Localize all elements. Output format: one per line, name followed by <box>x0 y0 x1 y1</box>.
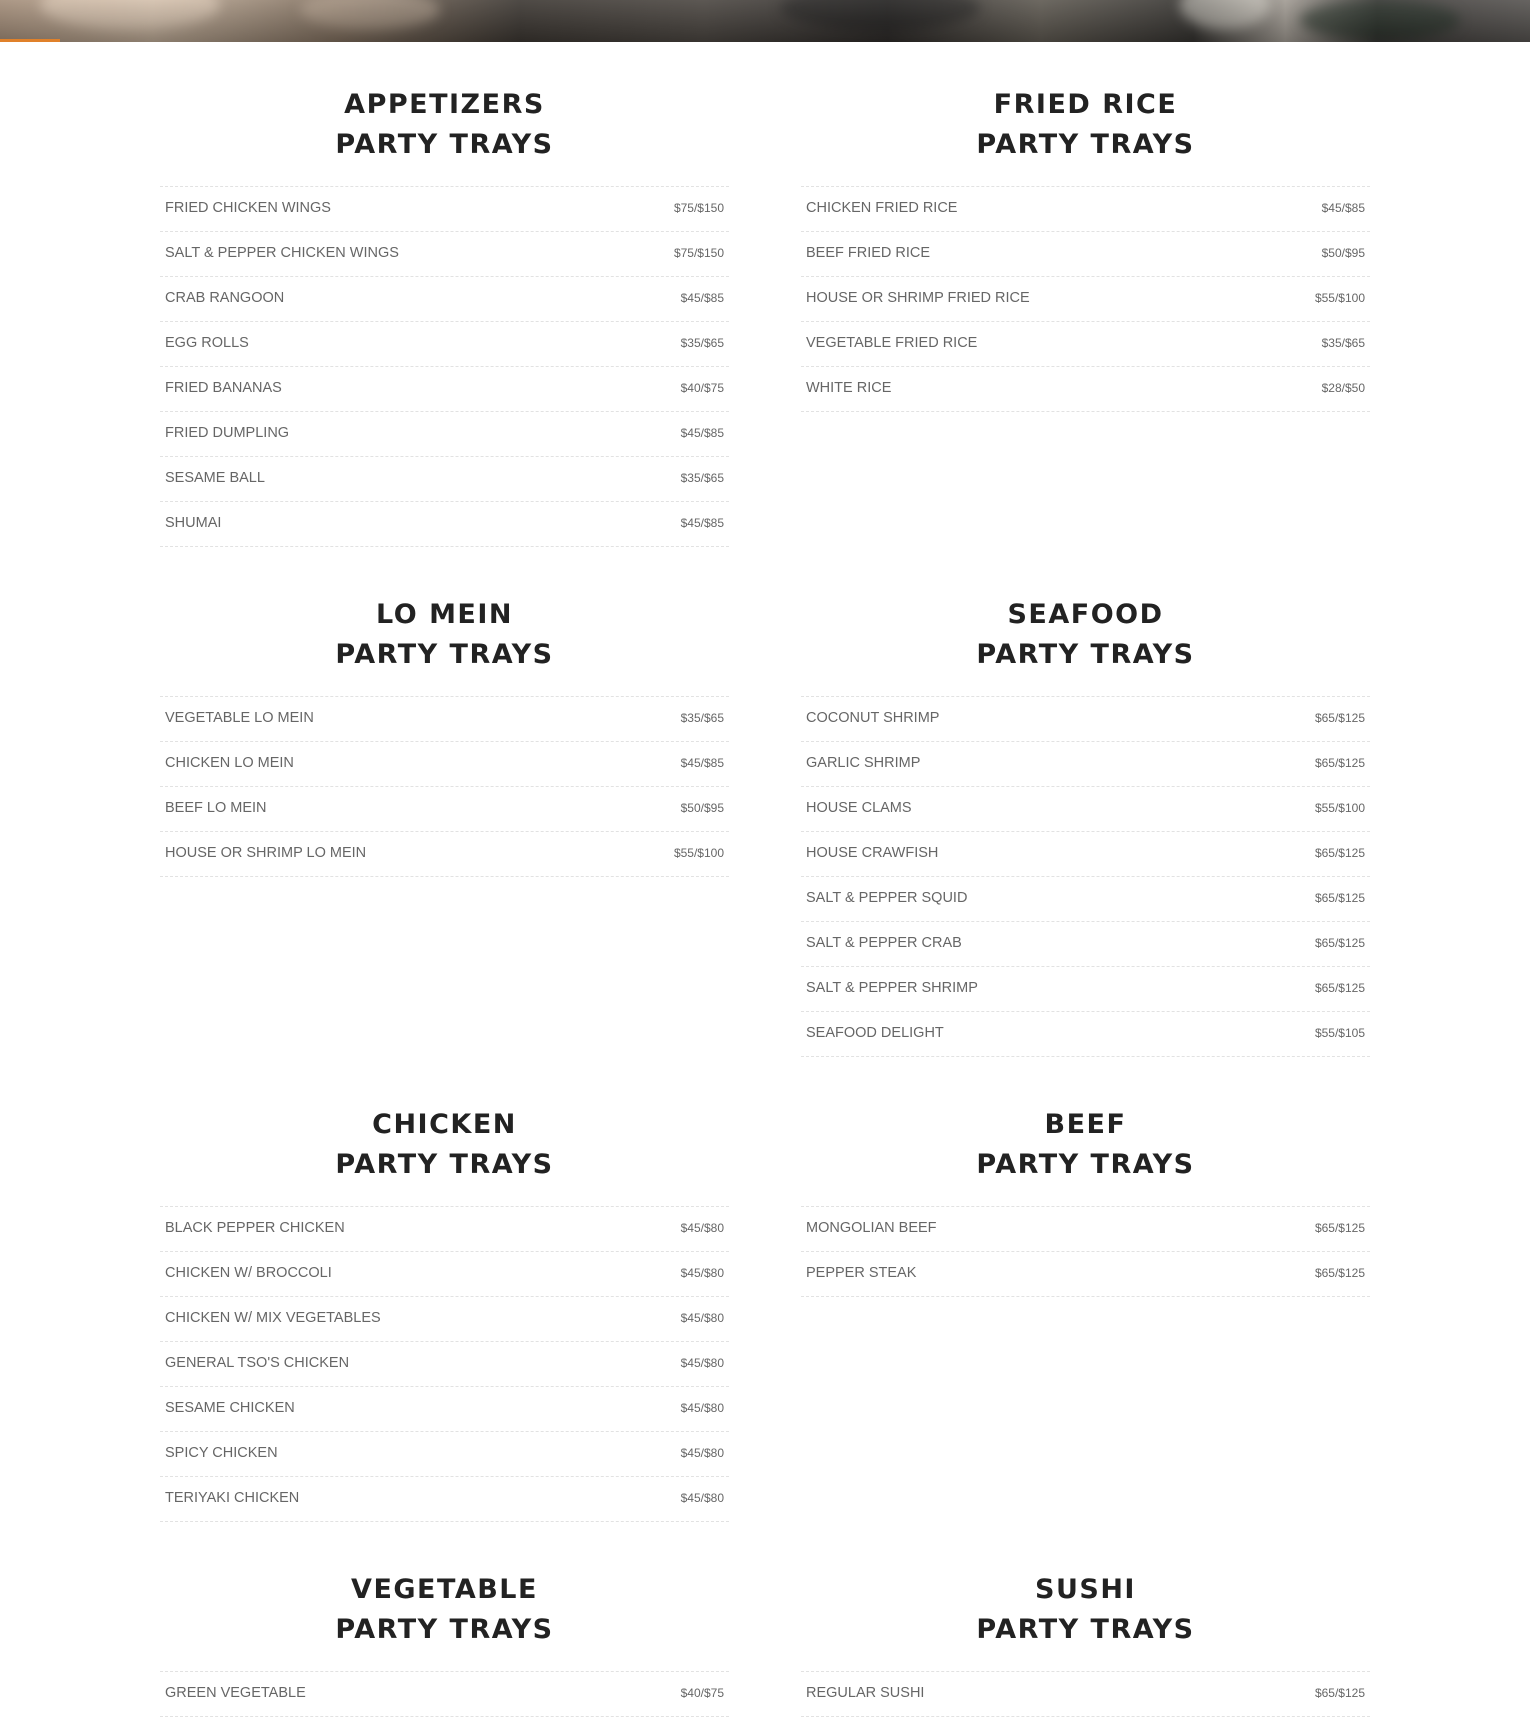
menu-item-name: CHICKEN W/ MIX VEGETABLES <box>165 1310 381 1326</box>
section-title <box>801 85 1370 165</box>
menu-item-name: VEGETABLE FRIED RICE <box>806 335 978 351</box>
menu-item-name: WHITE RICE <box>806 380 892 396</box>
menu-item-row <box>801 187 1370 232</box>
section-title-line1: APPETIZERS <box>344 89 545 120</box>
menu-section-sushi <box>801 1570 1370 1701</box>
menu-item-row <box>160 1477 729 1522</box>
menu-item-row <box>160 367 729 412</box>
section-title-line2: PARTY TRAYS <box>335 1614 554 1645</box>
menu-item-price: $65/$125 <box>1314 891 1365 905</box>
menu-item-row <box>160 412 729 457</box>
menu-item-row <box>801 697 1370 742</box>
menu-item-price: $55/$100 <box>1314 291 1365 305</box>
menu-item-price: $65/$125 <box>1314 1221 1365 1235</box>
menu-item-row <box>801 277 1370 322</box>
section-title-line1: SUSHI <box>1035 1574 1136 1605</box>
menu-item-name: GREEN VEGETABLE <box>165 1685 306 1701</box>
hero-banner-image <box>0 0 1530 42</box>
menu-item-price: $75/$150 <box>673 201 724 215</box>
menu-item-name: SALT & PEPPER SQUID <box>806 890 968 906</box>
menu-item-price: $65/$125 <box>1314 936 1365 950</box>
menu-item-name: SESAME BALL <box>165 470 265 486</box>
menu-item-name: HOUSE OR SHRIMP LO MEIN <box>165 845 367 861</box>
menu-item-price: $45/$85 <box>680 756 724 770</box>
menu-item-row <box>801 787 1370 832</box>
menu-item-price: $35/$65 <box>680 711 724 725</box>
section-title <box>160 85 729 165</box>
menu-item-list <box>801 696 1370 1057</box>
menu-item-name: SALT & PEPPER SHRIMP <box>806 980 978 996</box>
menu-item-price: $28/$50 <box>1321 381 1365 395</box>
menu-item-row <box>160 1432 729 1477</box>
menu-item-row <box>160 697 729 742</box>
menu-section-appetizers <box>160 85 729 531</box>
menu-item-row <box>801 967 1370 1012</box>
menu-item-price: $45/$85 <box>680 516 724 530</box>
menu-item-price: $55/$100 <box>673 846 724 860</box>
section-title-line2: PARTY TRAYS <box>976 639 1195 670</box>
menu-item-list <box>160 186 729 547</box>
menu-item-name: SPICY CHICKEN <box>165 1445 278 1461</box>
menu-item-row <box>160 457 729 502</box>
menu-item-price: $40/$75 <box>680 1686 724 1700</box>
section-title-line2: PARTY TRAYS <box>335 1149 554 1180</box>
menu-item-list <box>801 1671 1370 1717</box>
section-title-line2: PARTY TRAYS <box>335 639 554 670</box>
menu-item-name: HOUSE CLAMS <box>806 800 912 816</box>
menu-item-name: REGULAR SUSHI <box>806 1685 925 1701</box>
menu-item-name: SEAFOOD DELIGHT <box>806 1025 944 1041</box>
section-title-line2: PARTY TRAYS <box>976 1614 1195 1645</box>
menu-item-list <box>160 1671 729 1717</box>
menu-item-row <box>160 502 729 547</box>
menu-item-row <box>160 787 729 832</box>
section-title-line2: PARTY TRAYS <box>335 129 554 160</box>
menu-item-name: CHICKEN W/ BROCCOLI <box>165 1265 332 1281</box>
menu-item-name: FRIED BANANAS <box>165 380 282 396</box>
menu-item-name: VEGETABLE LO MEIN <box>165 710 314 726</box>
menu-item-price: $35/$65 <box>680 336 724 350</box>
section-title <box>160 1570 729 1650</box>
section-title-line1: FRIED RICE <box>993 89 1178 120</box>
menu-item-list <box>801 1206 1370 1297</box>
menu-item-name: SALT & PEPPER CHICKEN WINGS <box>165 245 399 261</box>
menu-item-row <box>801 1207 1370 1252</box>
menu-item-price: $45/$80 <box>680 1221 724 1235</box>
menu-section-vegetable <box>160 1570 729 1701</box>
menu-item-list <box>160 696 729 877</box>
menu-item-row <box>160 742 729 787</box>
menu-section-beef <box>801 1105 1370 1281</box>
section-title-line1: SEAFOOD <box>1007 599 1164 630</box>
menu-item-name: CRAB RANGOON <box>165 290 285 306</box>
menu-item-row <box>160 1252 729 1297</box>
menu-item-name: PEPPER STEAK <box>806 1265 917 1281</box>
menu-item-row <box>801 922 1370 967</box>
menu-item-row <box>801 322 1370 367</box>
menu-item-price: $55/$100 <box>1314 801 1365 815</box>
menu-item-row <box>801 1672 1370 1717</box>
menu-item-price: $45/$80 <box>680 1356 724 1370</box>
section-title-line1: BEEF <box>1044 1109 1127 1140</box>
menu-item-price: $45/$80 <box>680 1491 724 1505</box>
menu-item-row <box>801 367 1370 412</box>
menu-item-price: $65/$125 <box>1314 1686 1365 1700</box>
menu-item-list <box>801 186 1370 412</box>
menu-item-price: $45/$80 <box>680 1266 724 1280</box>
menu-item-name: BLACK PEPPER CHICKEN <box>165 1220 345 1236</box>
menu-item-row <box>160 1342 729 1387</box>
menu-item-row <box>801 232 1370 277</box>
menu-section-lo-mein <box>160 595 729 861</box>
menu-item-price: $35/$65 <box>1321 336 1365 350</box>
menu-item-price: $65/$125 <box>1314 756 1365 770</box>
menu-item-row <box>160 1207 729 1252</box>
hero-accent-bar <box>0 39 60 42</box>
section-title <box>801 1105 1370 1185</box>
menu-item-name: BEEF FRIED RICE <box>806 245 931 261</box>
menu-item-price: $45/$85 <box>680 291 724 305</box>
menu-item-name: SESAME CHICKEN <box>165 1400 295 1416</box>
section-title-line2: PARTY TRAYS <box>976 1149 1195 1180</box>
menu-item-name: BEEF LO MEIN <box>165 800 267 816</box>
menu-item-row <box>160 1297 729 1342</box>
section-title-line1: LO MEIN <box>375 599 514 630</box>
menu-item-price: $65/$125 <box>1314 711 1365 725</box>
section-title-line2: PARTY TRAYS <box>976 129 1195 160</box>
menu-item-name: MONGOLIAN BEEF <box>806 1220 937 1236</box>
menu-item-price: $75/$150 <box>673 246 724 260</box>
menu-item-row <box>801 877 1370 922</box>
menu-item-price: $65/$125 <box>1314 981 1365 995</box>
menu-item-row <box>160 1387 729 1432</box>
menu-item-row <box>801 742 1370 787</box>
menu-item-price: $40/$75 <box>680 381 724 395</box>
menu-item-price: $65/$125 <box>1314 1266 1365 1280</box>
menu-item-row <box>160 277 729 322</box>
section-title <box>801 595 1370 675</box>
menu-item-row <box>801 1252 1370 1297</box>
menu-item-row <box>160 1672 729 1717</box>
menu-item-price: $55/$105 <box>1314 1026 1365 1040</box>
menu-item-price: $45/$80 <box>680 1446 724 1460</box>
section-title-line1: CHICKEN <box>372 1109 517 1140</box>
menu-item-name: GENERAL TSO'S CHICKEN <box>165 1355 350 1371</box>
menu-item-name: SHUMAI <box>165 515 222 531</box>
menu-item-name: EGG ROLLS <box>165 335 249 351</box>
menu-item-price: $45/$80 <box>680 1311 724 1325</box>
menu-item-row <box>801 832 1370 877</box>
menu-item-name: COCONUT SHRIMP <box>806 710 940 726</box>
menu-item-name: TERIYAKI CHICKEN <box>165 1490 300 1506</box>
menu-item-price: $50/$95 <box>1321 246 1365 260</box>
section-title <box>801 1570 1370 1650</box>
menu-item-name: HOUSE OR SHRIMP FRIED RICE <box>806 290 1030 306</box>
menu-item-name: CHICKEN FRIED RICE <box>806 200 958 216</box>
menu-item-price: $35/$65 <box>680 471 724 485</box>
menu-section-chicken <box>160 1105 729 1506</box>
menu-item-price: $45/$80 <box>680 1401 724 1415</box>
menu-item-price: $50/$95 <box>680 801 724 815</box>
section-title <box>160 595 729 675</box>
menu-section-fried-rice <box>801 85 1370 396</box>
menu-section-seafood <box>801 595 1370 1041</box>
menu-item-name: SALT & PEPPER CRAB <box>806 935 962 951</box>
menu-item-price: $45/$85 <box>1321 201 1365 215</box>
menu-item-name: FRIED DUMPLING <box>165 425 290 441</box>
menu-item-price: $45/$85 <box>680 426 724 440</box>
menu-item-name: CHICKEN LO MEIN <box>165 755 294 771</box>
menu-item-row <box>801 1012 1370 1057</box>
menu-item-list <box>160 1206 729 1522</box>
menu-item-price: $65/$125 <box>1314 846 1365 860</box>
section-title <box>160 1105 729 1185</box>
menu-item-row <box>160 832 729 877</box>
menu-item-row <box>160 232 729 277</box>
menu-item-name: HOUSE CRAWFISH <box>806 845 939 861</box>
menu-item-row <box>160 322 729 367</box>
menu-item-row <box>160 187 729 232</box>
menu-item-name: GARLIC SHRIMP <box>806 755 921 771</box>
menu-item-name: FRIED CHICKEN WINGS <box>165 200 331 216</box>
section-title-line1: VEGETABLE <box>351 1574 538 1605</box>
